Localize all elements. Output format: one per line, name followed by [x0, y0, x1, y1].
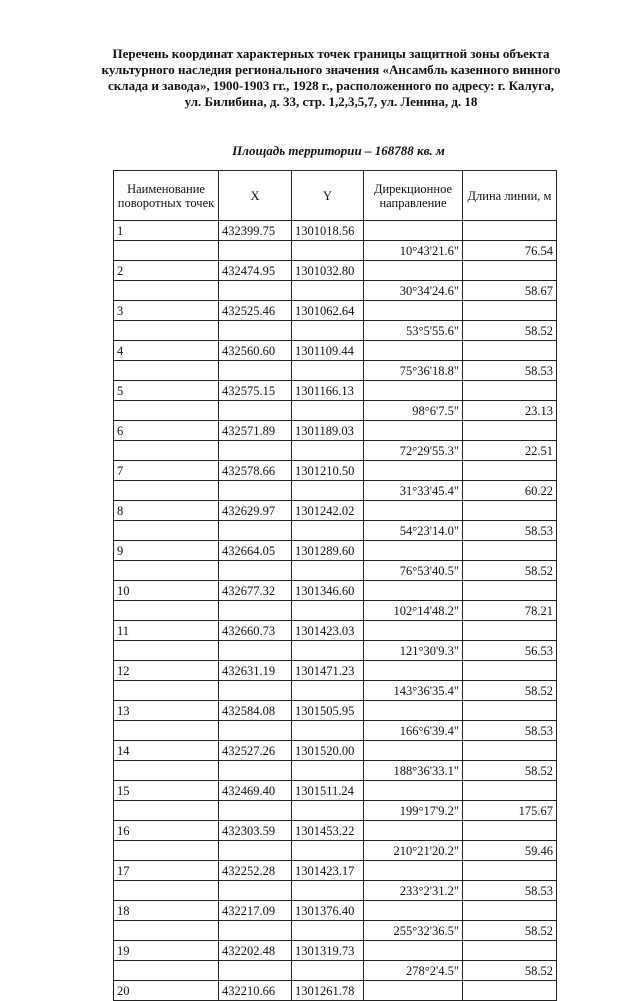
- cell-length: 175.67: [463, 801, 557, 821]
- cell-y: 1301346.60: [292, 581, 364, 601]
- header-direction: Дирекционное направление: [364, 171, 463, 221]
- cell-length: 58.53: [463, 721, 557, 741]
- table-row: [114, 781, 557, 801]
- cell-x: [219, 561, 292, 581]
- cell-y: [292, 521, 364, 541]
- cell-direction: [364, 781, 463, 801]
- table-row: [114, 661, 557, 681]
- table-row: [114, 461, 557, 481]
- cell-x: 432584.08: [219, 701, 292, 721]
- cell-y: 1301453.22: [292, 821, 364, 841]
- cell-direction: [364, 941, 463, 961]
- cell-x: 432217.09: [219, 901, 292, 921]
- cell-y: [292, 441, 364, 461]
- title-line: культурного наследия регионального значения «Ансамбль казенного винного: [101, 62, 561, 77]
- table-row: [114, 921, 557, 941]
- table-row: [114, 721, 557, 741]
- cell-x: [219, 641, 292, 661]
- cell-x: 432571.89: [219, 421, 292, 441]
- cell-x: [219, 441, 292, 461]
- header-length: Длина линии, м: [463, 171, 557, 221]
- cell-direction: 121°30'9.3": [364, 641, 463, 661]
- cell-length: 58.52: [463, 921, 557, 941]
- title-line: склада и завода», 1900-1903 гг., 1928 г., расположенного по адресу: г. Калуга,: [108, 78, 554, 93]
- cell-point-name: [114, 321, 219, 341]
- cell-direction: 210°21'20.2": [364, 841, 463, 861]
- cell-y: [292, 881, 364, 901]
- cell-y: 1301109.44: [292, 341, 364, 361]
- cell-y: [292, 641, 364, 661]
- cell-point-name: 10: [114, 581, 219, 601]
- cell-direction: 143°36'35.4": [364, 681, 463, 701]
- cell-length: [463, 381, 557, 401]
- title-line: ул. Билибина, д. 33, стр. 1,2,3,5,7, ул. Ленина, д. 18: [184, 94, 478, 109]
- table-row: [114, 521, 557, 541]
- cell-x: [219, 361, 292, 381]
- cell-x: 432527.26: [219, 741, 292, 761]
- table-row: [114, 841, 557, 861]
- cell-direction: [364, 581, 463, 601]
- cell-y: [292, 361, 364, 381]
- cell-length: 56.53: [463, 641, 557, 661]
- cell-y: 1301376.40: [292, 901, 364, 921]
- cell-y: 1301423.03: [292, 621, 364, 641]
- cell-y: [292, 241, 364, 261]
- header-y: Y: [292, 171, 364, 221]
- cell-x: [219, 881, 292, 901]
- table-row: [114, 341, 557, 361]
- cell-y: [292, 281, 364, 301]
- cell-y: 1301018.56: [292, 221, 364, 241]
- cell-length: [463, 341, 557, 361]
- cell-point-name: 7: [114, 461, 219, 481]
- cell-direction: 233°2'31.2": [364, 881, 463, 901]
- table-row: [114, 241, 557, 261]
- cell-direction: 72°29'55.3": [364, 441, 463, 461]
- cell-point-name: [114, 841, 219, 861]
- cell-length: 78.21: [463, 601, 557, 621]
- cell-length: [463, 981, 557, 1001]
- cell-point-name: [114, 801, 219, 821]
- cell-direction: 76°53'40.5": [364, 561, 463, 581]
- table-row: [114, 421, 557, 441]
- cell-point-name: [114, 241, 219, 261]
- cell-y: [292, 721, 364, 741]
- cell-x: 432210.66: [219, 981, 292, 1001]
- cell-length: 59.46: [463, 841, 557, 861]
- cell-y: [292, 481, 364, 501]
- cell-x: 432575.15: [219, 381, 292, 401]
- cell-point-name: [114, 961, 219, 981]
- header-point-name: Наименование поворотных точек: [114, 171, 219, 221]
- table-body: [114, 221, 557, 1001]
- cell-direction: 188°36'33.1": [364, 761, 463, 781]
- cell-y: [292, 401, 364, 421]
- cell-point-name: 6: [114, 421, 219, 441]
- table-row: [114, 281, 557, 301]
- cell-x: [219, 961, 292, 981]
- cell-x: 432677.32: [219, 581, 292, 601]
- cell-length: [463, 221, 557, 241]
- table-row: [114, 761, 557, 781]
- document-title: [60, 46, 602, 110]
- table-row: [114, 881, 557, 901]
- cell-length: 58.52: [463, 321, 557, 341]
- cell-point-name: [114, 361, 219, 381]
- cell-y: 1301319.73: [292, 941, 364, 961]
- cell-y: [292, 921, 364, 941]
- cell-point-name: 12: [114, 661, 219, 681]
- cell-length: [463, 461, 557, 481]
- cell-direction: [364, 421, 463, 441]
- cell-length: 58.52: [463, 681, 557, 701]
- cell-length: [463, 301, 557, 321]
- cell-length: [463, 501, 557, 521]
- cell-y: 1301032.80: [292, 261, 364, 281]
- cell-length: [463, 261, 557, 281]
- cell-point-name: [114, 881, 219, 901]
- table-row: [114, 821, 557, 841]
- cell-direction: [364, 381, 463, 401]
- table-row: [114, 481, 557, 501]
- cell-point-name: [114, 561, 219, 581]
- cell-x: 432474.95: [219, 261, 292, 281]
- cell-direction: [364, 221, 463, 241]
- cell-point-name: 11: [114, 621, 219, 641]
- cell-x: [219, 601, 292, 621]
- table-row: [114, 701, 557, 721]
- cell-direction: 10°43'21.6": [364, 241, 463, 261]
- cell-y: [292, 601, 364, 621]
- cell-x: [219, 481, 292, 501]
- cell-point-name: 14: [114, 741, 219, 761]
- cell-direction: [364, 461, 463, 481]
- table-row: [114, 261, 557, 281]
- cell-direction: [364, 701, 463, 721]
- cell-point-name: [114, 281, 219, 301]
- table-row: [114, 741, 557, 761]
- title-line: Перечень координат характерных точек границы защитной зоны объекта: [112, 46, 550, 61]
- cell-direction: 102°14'48.2": [364, 601, 463, 621]
- cell-x: 432399.75: [219, 221, 292, 241]
- cell-length: 58.53: [463, 521, 557, 541]
- cell-direction: 278°2'4.5": [364, 961, 463, 981]
- table-row: [114, 961, 557, 981]
- cell-point-name: 2: [114, 261, 219, 281]
- cell-x: [219, 801, 292, 821]
- cell-y: [292, 561, 364, 581]
- cell-x: 432202.48: [219, 941, 292, 961]
- table-row: [114, 221, 557, 241]
- cell-direction: [364, 261, 463, 281]
- cell-y: 1301166.13: [292, 381, 364, 401]
- cell-x: [219, 521, 292, 541]
- cell-y: [292, 321, 364, 341]
- header-x: X: [219, 171, 292, 221]
- cell-point-name: 17: [114, 861, 219, 881]
- cell-point-name: [114, 721, 219, 741]
- cell-direction: [364, 501, 463, 521]
- cell-direction: [364, 621, 463, 641]
- cell-point-name: 9: [114, 541, 219, 561]
- cell-length: [463, 901, 557, 921]
- cell-point-name: 16: [114, 821, 219, 841]
- cell-direction: [364, 661, 463, 681]
- cell-length: 58.53: [463, 361, 557, 381]
- table-row: [114, 401, 557, 421]
- cell-point-name: 13: [114, 701, 219, 721]
- cell-y: 1301289.60: [292, 541, 364, 561]
- cell-x: 432469.40: [219, 781, 292, 801]
- cell-length: 58.53: [463, 881, 557, 901]
- table-row: [114, 561, 557, 581]
- cell-point-name: 15: [114, 781, 219, 801]
- cell-direction: [364, 981, 463, 1001]
- cell-point-name: 19: [114, 941, 219, 961]
- cell-length: [463, 581, 557, 601]
- cell-point-name: [114, 681, 219, 701]
- cell-length: [463, 541, 557, 561]
- cell-x: 432660.73: [219, 621, 292, 641]
- cell-direction: 31°33'45.4": [364, 481, 463, 501]
- cell-x: 432525.46: [219, 301, 292, 321]
- cell-x: [219, 721, 292, 741]
- cell-y: 1301242.02: [292, 501, 364, 521]
- cell-y: 1301505.95: [292, 701, 364, 721]
- cell-direction: [364, 541, 463, 561]
- cell-direction: 98°6'7.5": [364, 401, 463, 421]
- cell-x: 432578.66: [219, 461, 292, 481]
- cell-direction: 255°32'36.5": [364, 921, 463, 941]
- cell-y: [292, 801, 364, 821]
- table-row: [114, 541, 557, 561]
- cell-y: 1301511.24: [292, 781, 364, 801]
- cell-x: 432303.59: [219, 821, 292, 841]
- cell-length: [463, 661, 557, 681]
- table-row: [114, 801, 557, 821]
- cell-y: 1301062.64: [292, 301, 364, 321]
- cell-x: [219, 841, 292, 861]
- cell-direction: [364, 741, 463, 761]
- table-row: [114, 301, 557, 321]
- cell-length: 58.52: [463, 761, 557, 781]
- cell-point-name: 3: [114, 301, 219, 321]
- cell-length: 58.52: [463, 961, 557, 981]
- cell-direction: [364, 861, 463, 881]
- cell-point-name: 5: [114, 381, 219, 401]
- cell-length: [463, 821, 557, 841]
- cell-y: 1301210.50: [292, 461, 364, 481]
- table-row: [114, 361, 557, 381]
- cell-x: [219, 401, 292, 421]
- cell-y: 1301471.23: [292, 661, 364, 681]
- cell-length: [463, 421, 557, 441]
- table-row: [114, 681, 557, 701]
- table-row: [114, 381, 557, 401]
- cell-y: [292, 841, 364, 861]
- cell-direction: [364, 901, 463, 921]
- cell-length: [463, 941, 557, 961]
- cell-point-name: [114, 401, 219, 421]
- cell-point-name: 8: [114, 501, 219, 521]
- cell-x: [219, 681, 292, 701]
- cell-x: [219, 281, 292, 301]
- cell-point-name: 20: [114, 981, 219, 1001]
- cell-direction: [364, 341, 463, 361]
- cell-y: 1301189.03: [292, 421, 364, 441]
- cell-x: [219, 761, 292, 781]
- territory-area: Площадь территории – 168788 кв. м: [232, 143, 445, 158]
- cell-direction: 199°17'9.2": [364, 801, 463, 821]
- table-row: [114, 501, 557, 521]
- table-header-row: [114, 171, 557, 221]
- table-row: [114, 861, 557, 881]
- cell-y: 1301423.17: [292, 861, 364, 881]
- cell-point-name: [114, 601, 219, 621]
- cell-length: [463, 701, 557, 721]
- cell-length: 58.67: [463, 281, 557, 301]
- cell-direction: 54°23'14.0": [364, 521, 463, 541]
- cell-length: 23.13: [463, 401, 557, 421]
- cell-length: 22.51: [463, 441, 557, 461]
- cell-direction: [364, 301, 463, 321]
- cell-point-name: [114, 481, 219, 501]
- cell-point-name: [114, 761, 219, 781]
- cell-point-name: [114, 441, 219, 461]
- cell-x: 432560.60: [219, 341, 292, 361]
- table-row: [114, 581, 557, 601]
- cell-y: [292, 761, 364, 781]
- cell-length: 60.22: [463, 481, 557, 501]
- cell-x: 432629.97: [219, 501, 292, 521]
- cell-point-name: [114, 641, 219, 661]
- table-row: [114, 601, 557, 621]
- table-row: [114, 321, 557, 341]
- cell-direction: 75°36'18.8": [364, 361, 463, 381]
- cell-point-name: 1: [114, 221, 219, 241]
- cell-x: 432631.19: [219, 661, 292, 681]
- cell-y: [292, 681, 364, 701]
- table-row: [114, 901, 557, 921]
- cell-x: [219, 921, 292, 941]
- cell-length: [463, 741, 557, 761]
- cell-y: [292, 961, 364, 981]
- table-row: [114, 941, 557, 961]
- cell-point-name: [114, 521, 219, 541]
- cell-length: [463, 621, 557, 641]
- coordinates-table: [113, 170, 557, 1001]
- cell-y: 1301261.78: [292, 981, 364, 1001]
- cell-direction: 53°5'55.6": [364, 321, 463, 341]
- cell-direction: 30°34'24.6": [364, 281, 463, 301]
- cell-x: [219, 321, 292, 341]
- table-row: [114, 981, 557, 1001]
- cell-x: 432664.05: [219, 541, 292, 561]
- cell-point-name: [114, 921, 219, 941]
- cell-x: [219, 241, 292, 261]
- cell-y: 1301520.00: [292, 741, 364, 761]
- cell-point-name: 18: [114, 901, 219, 921]
- cell-length: 76.54: [463, 241, 557, 261]
- table-row: [114, 441, 557, 461]
- cell-point-name: 4: [114, 341, 219, 361]
- cell-length: [463, 861, 557, 881]
- table-row: [114, 621, 557, 641]
- cell-direction: 166°6'39.4": [364, 721, 463, 741]
- cell-length: [463, 781, 557, 801]
- table-row: [114, 641, 557, 661]
- cell-direction: [364, 821, 463, 841]
- cell-x: 432252.28: [219, 861, 292, 881]
- cell-length: 58.52: [463, 561, 557, 581]
